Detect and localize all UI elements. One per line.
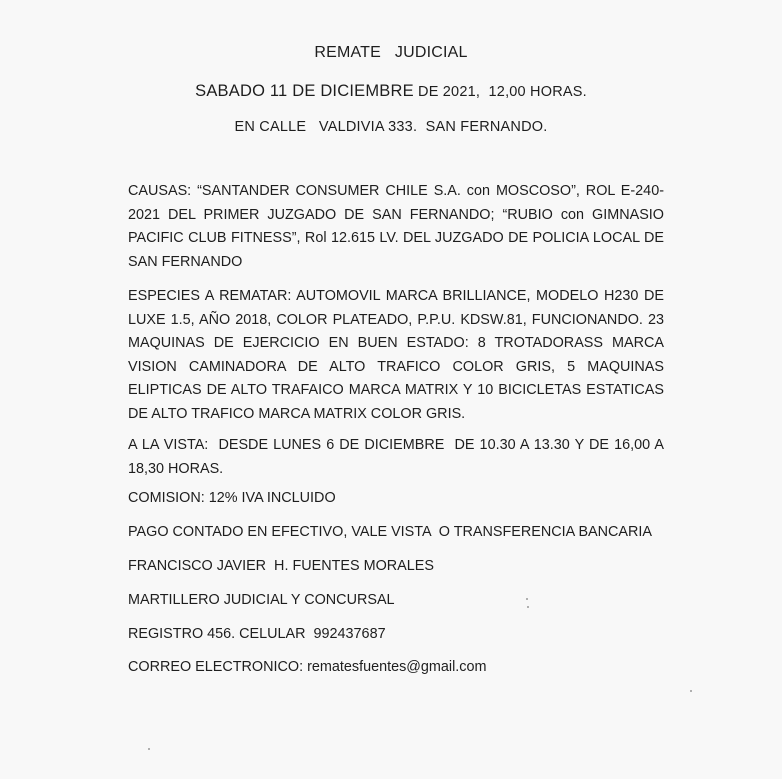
scan-speck (526, 598, 528, 600)
scan-speck (527, 606, 529, 608)
registry-phone-line: REGISTRO 456. CELULAR 992437687 (128, 626, 386, 642)
document-title: REMATE JUDICIAL (314, 44, 468, 61)
especies-paragraph: ESPECIES A REMATAR: AUTOMOVIL MARCA BRILLIANCE, MODELO H230 DE LUXE 1.5, AÑO 2018, COLOR PLATEADO, P.P.U. KDSW.81, FUNCIONANDO. 23 MAQUINAS DE EJERCICIO EN BUEN ESTADO: 8 TROTADORASS MARCA VISION CAMINADORA DE ALTO TRAFICO COLOR GRIS, 5 MAQUINAS ELIPTICAS DE ALTO TRAFAICO MARCA MATRIX Y 10 BICICLETAS ESTATICAS DE ALTO TRAFICO MARCA MATRIX COLOR GRIS. (128, 288, 664, 422)
auction-address: EN CALLE VALDIVIA 333. SAN FERNANDO. (234, 119, 548, 135)
auctioneer-name: FRANCISCO JAVIER H. FUENTES MORALES (128, 558, 434, 574)
auction-date-main: SABADO 11 DE DICIEMBRE (195, 82, 414, 100)
auctioneer-title: MARTILLERO JUDICIAL Y CONCURSAL (128, 592, 395, 608)
scan-speck (148, 748, 150, 750)
commission-line: COMISION: 12% IVA INCLUIDO (128, 490, 336, 506)
payment-line: PAGO CONTADO EN EFECTIVO, VALE VISTA O TRANSFERENCIA BANCARIA (128, 524, 653, 540)
auction-date-tail: DE 2021, 12,00 HORAS. (413, 84, 587, 100)
viewing-hours-paragraph: A LA VISTA: DESDE LUNES 6 DE DICIEMBRE DE 10.30 A 13.30 Y DE 16,00 A 18,30 HORAS. (128, 437, 668, 477)
auction-date (0, 82, 782, 101)
scan-speck (690, 690, 692, 692)
email-line: CORREO ELECTRONICO: rematesfuentes@gmail.com (128, 659, 487, 675)
causas-paragraph: CAUSAS: “SANTANDER CONSUMER CHILE S.A. con MOSCOSO”, ROL E-240-2021 DEL PRIMER JUZGADO DE SAN FERNANDO; “RUBIO con GIMNASIO PACIFIC CLUB FITNESS”, Rol 12.615 LV. DEL JUZGADO DE POLICIA LOCAL DE SAN FERNANDO (128, 183, 664, 270)
